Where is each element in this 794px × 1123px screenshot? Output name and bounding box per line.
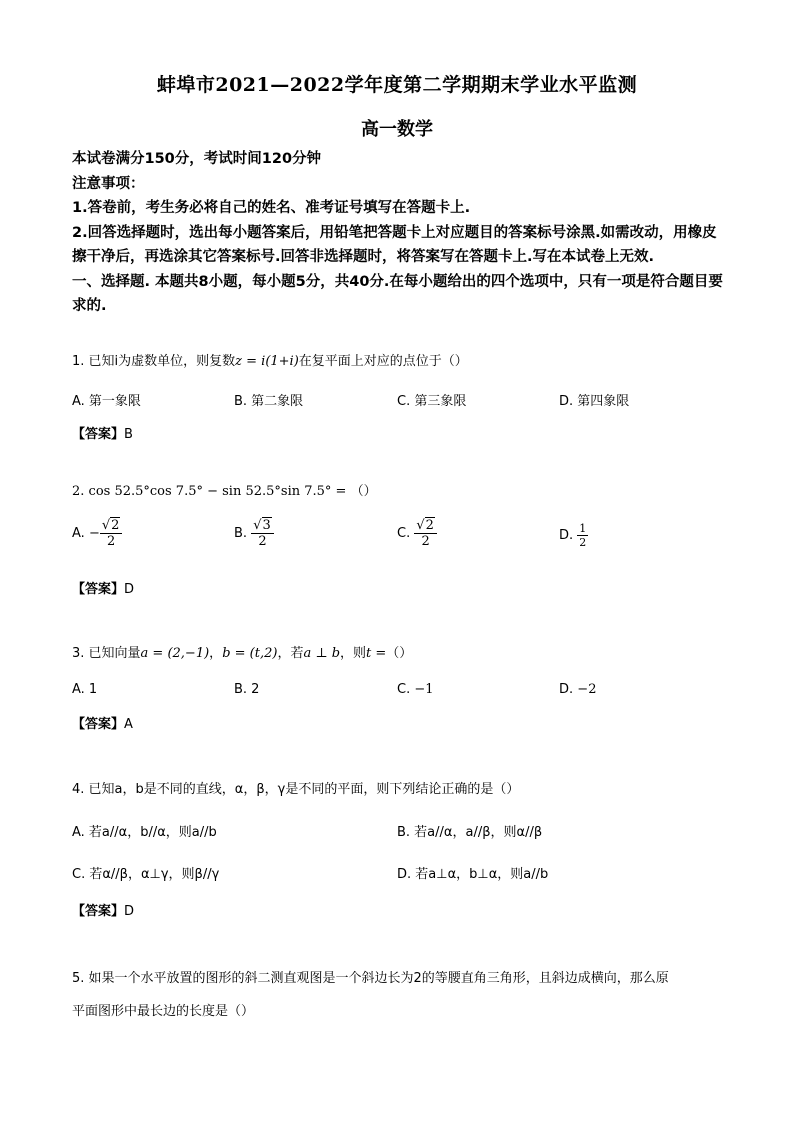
- question-2-option-a: [72, 518, 122, 549]
- question-2: [72, 482, 727, 502]
- question-3-stem-mid: ，若: [277, 646, 304, 661]
- fraction: $\frac{1}{2}$: [579, 522, 587, 549]
- fraction: $\frac{√2}{2}$: [100, 518, 123, 549]
- question-1-option-c: C. 第三象限: [397, 394, 467, 409]
- question-2-option-c: [397, 518, 437, 549]
- answer-tag: 【答案】: [72, 582, 125, 597]
- answer-tag: 【答案】: [72, 904, 125, 919]
- question-5-line-1: 5. 如果一个水平放置的图形的斜二测直观图是一个斜边长为2的等腰直角三角形，且斜边成横向，那么原: [72, 971, 669, 986]
- question-4-option-b: B. 若a//α，a//β，则α//β: [397, 825, 543, 840]
- notice-heading: 注意事项：: [72, 175, 145, 192]
- question-2-option-b: [234, 518, 274, 549]
- question-2-stem: 2. cos 52.5°cos 7.5° − sin 52.5°sin 7.5° = （）: [72, 484, 377, 499]
- option-label: C.: [397, 526, 411, 541]
- exam-info: 本试卷满分150分，考试时间120分钟: [72, 151, 322, 167]
- question-1-option-a: A. 第一象限: [72, 394, 141, 409]
- notice-item-1: 1.答卷前，考生务必将自己的姓名、准考证号填写在答题卡上.: [72, 200, 471, 216]
- question-1-stem-post: 在复平面上对应的点位于（）: [298, 354, 468, 369]
- instructions-block: [72, 147, 727, 319]
- question-1-option-d: D. 第四象限: [559, 394, 630, 409]
- question-3-stem-mid2: ，则: [340, 646, 367, 661]
- unknown-t: t =: [366, 646, 387, 661]
- question-1-answer: [72, 423, 133, 442]
- answer-tag: 【答案】: [72, 427, 125, 442]
- fraction: $\frac{√3}{2}$: [251, 518, 274, 549]
- question-1: [72, 352, 727, 372]
- question-1-math: z = i(1+i): [235, 354, 299, 369]
- question-3-option-a: A. 1: [72, 682, 98, 697]
- question-4: [72, 780, 727, 800]
- notice-item-2: 2.回答选择题时，选出每小题答案后，用铅笔把答题卡上对应题目的答案标号涂黑.如需改动，用橡皮擦干净后，再选涂其它答案标号.回答非选择题时，将答案写在答题卡上.写在本试卷上无效.: [72, 224, 717, 265]
- perpendicular-condition: a ⊥ b: [303, 646, 341, 661]
- page-subtitle: 高一数学: [361, 119, 433, 140]
- question-3-option-b: B. 2: [234, 682, 260, 697]
- option-label: B.: [234, 526, 248, 541]
- question-4-stem: 4. 已知a，b是不同的直线，α，β，γ是不同的平面，则下列结论正确的是（）: [72, 782, 520, 797]
- question-4-option-d: D. 若a⊥α，b⊥α，则a//b: [397, 867, 549, 882]
- question-3: [72, 644, 727, 664]
- question-4-option-a: A. 若a//α，b//α，则a//b: [72, 825, 217, 840]
- answer-value: A: [124, 717, 133, 732]
- question-4-answer: [72, 900, 134, 919]
- question-3-option-d: D. −2: [559, 682, 597, 697]
- option-label: D.: [559, 528, 574, 543]
- question-2-option-d: [559, 522, 588, 549]
- question-4-option-c: C. 若α//β，α⊥γ，则β//γ: [72, 867, 220, 882]
- question-3-stem-post: （）: [386, 646, 413, 661]
- question-1-stem-pre: 1. 已知i为虚数单位，则复数: [72, 354, 236, 369]
- fraction: $\frac{√2}{2}$: [414, 518, 437, 549]
- option-label: A.: [72, 526, 85, 541]
- page-title: 蚌埠市2021—2022学年度第二学期期末学业水平监测: [156, 74, 638, 96]
- question-3-answer: [72, 713, 133, 732]
- separator: ，: [209, 646, 223, 661]
- question-5-line-2: 平面图形中最长边的长度是（）: [72, 1004, 255, 1019]
- vector-b: b = (t,2): [222, 646, 278, 661]
- answer-value: D: [124, 582, 135, 597]
- answer-tag: 【答案】: [72, 717, 125, 732]
- section-heading: 一、选择题. 本题共8小题，每小题5分，共40分.在每小题给出的四个选项中，只有一项是符合题目要求的.: [72, 273, 723, 314]
- minus-sign: −: [88, 526, 100, 541]
- question-1-option-b: B. 第二象限: [234, 394, 304, 409]
- answer-value: D: [124, 904, 135, 919]
- question-3-option-c: C. −1: [397, 682, 434, 697]
- question-3-stem-pre: 3. 已知向量: [72, 646, 141, 661]
- question-2-answer: [72, 578, 134, 597]
- answer-value: B: [124, 427, 133, 442]
- question-5: [72, 962, 727, 1028]
- vector-a: a = (2,−1): [140, 646, 210, 661]
